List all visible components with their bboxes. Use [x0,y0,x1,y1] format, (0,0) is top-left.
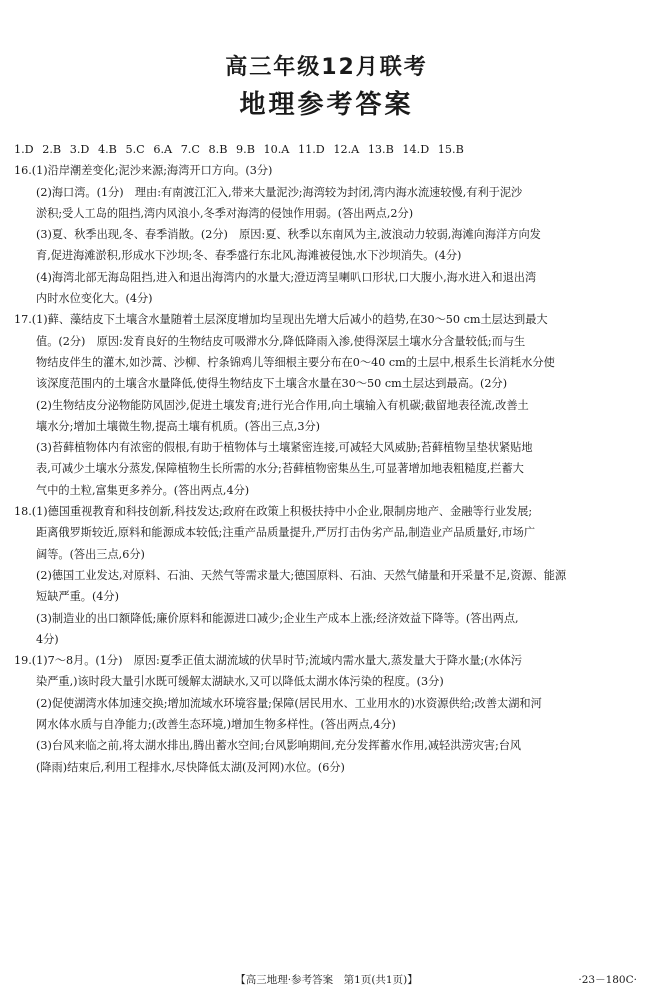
answer-line: (3)制造业的出口额降低;廉价原料和能源进口减少;企业生产成本上涨;经济效益下降等。(答出两点, [36,611,519,625]
multiple-choice-answers [14,139,639,160]
answer-line: 内时水位变化大。(4分) [36,292,153,306]
exam-title: 高三年级12月联考 [225,55,428,80]
answer-line: 染严重,)该时段大量引水既可缓解太湖缺水,又可以降低太湖水体污染的程度。(3分) [36,675,444,689]
question-18 [14,501,639,650]
answer-line: (3)夏、秋季出现,冬、春季消散。(2分) 原因:夏、秋季以东南风为主,波浪动力较弱,海滩向海洋方向发 [36,228,541,242]
answer-line: 育,促进海滩淤积,形成水下沙坝;冬、春季盛行东北风,海滩被侵蚀,水下沙坝消失。(4分) [36,249,462,263]
mc-answer: 7.C [180,143,200,156]
answer-line: 17.(1)藓、藻结皮下土壤含水量随着土层深度增加均呈现出先增大后减小的趋势,在30～50 cm土层达到最大 [14,313,548,327]
answer-key-title: 地理参考答案 [239,90,414,120]
footer-page-info: 【高三地理·参考答案 第1页(共1页)】 [235,974,418,986]
question-16 [14,160,639,309]
mc-answer: 4.B [98,143,117,156]
answer-line: (3)台风来临之前,将太湖水排出,腾出蓄水空间;台风影响期间,充分发挥蓄水作用,减轻洪涝灾害;台风 [36,739,522,753]
answer-line: (2)德国工业发达,对原料、石油、天然气等需求量大;德国原料、石油、天然气储量和开采量不足,资源、能源 [36,568,567,582]
mc-answer: 2.B [42,143,62,156]
answer-line: (3)苔藓植物体内有浓密的假根,有助于植物体与土壤紧密连接,可减轻大风威胁;苔藓植物呈垫状紧贴地 [36,441,533,455]
answer-line: 壤水分;增加土壤微生物,提高土壤有机质。(答出三点,3分) [36,419,321,433]
answer-line: 4分) [36,632,59,646]
answer-line: (4)海湾北部无海岛阻挡,进入和退出海湾内的水量大;澄迈湾呈喇叭口形状,口大腹小,海水进入和退出湾 [36,270,537,284]
answer-line: (降雨)结束后,利用工程排水,尽快降低太湖(及河网)水位。(6分) [36,760,345,774]
answer-line: 19.(1)7～8月。(1分) 原因:夏季正值太湖流域的伏旱时节;流域内需水量大,蒸发量大于降水量;(水体污 [14,654,523,668]
mc-answer: 14.D [402,143,430,156]
page-footer [0,972,653,992]
answer-line: 16.(1)沿岸潮差变化;泥沙来源;海湾开口方向。(3分) [14,164,273,178]
mc-answer: 9.B [236,143,255,156]
mc-answer: 5.C [125,143,145,156]
mc-answer: 15.B [437,143,464,156]
mc-answer: 13.B [367,143,394,156]
answer-line: (2)海口湾。(1分) 理由:有南渡江汇入,带来大量泥沙;海湾较为封闭,湾内海水流速较慢,有利于泥沙 [36,185,523,199]
answer-line: 物结皮伴生的灌木,如沙蒿、沙柳、柠条锦鸡儿等细根主要分布在0～40 cm的土层中,根系生长消耗水分使 [36,355,555,369]
mc-answer: 11.D [297,143,325,156]
answer-line: 该深度范围内的土壤含水量降低,使得生物结皮下土壤含水量在30～50 cm土层达到最高。(2分) [36,377,508,391]
answer-line: (2)生物结皮分泌物能防风固沙,促进土壤发育;进行光合作用,向土壤输入有机碳;截留地表径流,改善土 [36,398,529,412]
question-17 [14,309,639,501]
answer-line: 18.(1)德国重视教育和科技创新,科技发达;政府在政策上积极扶持中小企业,限制房地产、金融等行业发展; [14,505,533,519]
question-19 [14,650,639,778]
answer-line: 淤积;受人工岛的阻挡,湾内风浪小,冬季对海湾的侵蚀作用弱。(答出两点,2分) [36,206,414,220]
footer-code: ·23－180C· [578,974,637,986]
mc-answer: 12.A [333,143,360,156]
answer-line: 表,可减少土壤水分蒸发,保障植物生长所需的水分;苔藓植物密集丛生,可显著增加地表粗糙度,拦蓄大 [36,462,524,476]
mc-answer: 6.A [153,143,173,156]
answer-line: 阔等。(答出三点,6分) [36,547,145,561]
answer-line: (2)促使湖湾水体加速交换;增加流域水环境容量;保障(居民用水、工业用水的)水资源供给;改善太湖和河 [36,696,542,710]
answer-line: 值。(2分) 原因:发育良好的生物结皮可吸滞水分,降低降雨入渗,使得深层土壤水分含量较低;而与生 [36,334,526,348]
mc-answer: 8.B [208,143,228,156]
answer-content [14,139,639,778]
answer-line: 气中的土粒,富集更多养分。(答出两点,4分) [36,483,250,497]
mc-answer: 10.A [263,143,290,156]
mc-answer: 1.D [14,143,34,156]
mc-answer: 3.D [69,143,90,156]
answer-line: 距离俄罗斯较近,原料和能源成本较低;注重产品质量提升,严厉打击伪劣产品,制造业产品质量好,市场广 [36,526,536,540]
answer-line: 短缺严重。(4分) [36,590,119,604]
answer-line: 网水体水质与自净能力;(改善生态环境,)增加生物多样性。(答出两点,4分) [36,718,396,732]
